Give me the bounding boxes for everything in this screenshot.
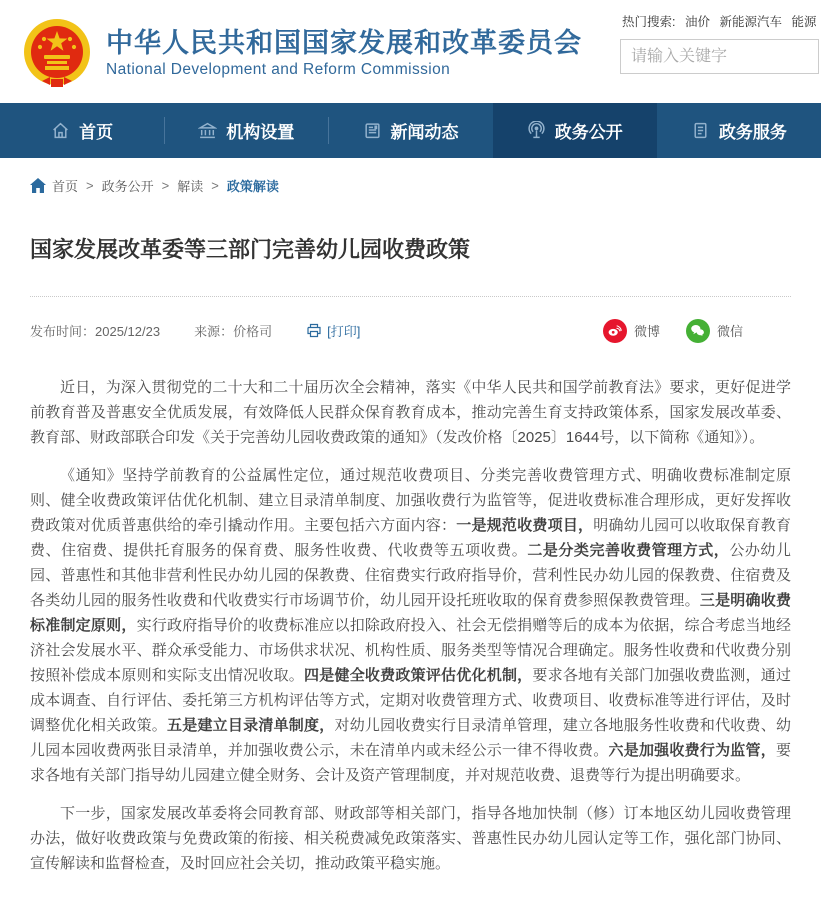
- article-paragraph: [30, 463, 791, 788]
- publish-time: [30, 321, 160, 340]
- text-run: 下一步，国家发展改革委将会同教育部、财政部等相关部门，指导各地加快制（修）订本地区幼儿园收费管理办法，做好收费政策与免费政策的衔接、相关税费减免政策落实、普惠性民办幼儿园认定等工作，强化部门协同、宣传解读和监督检查，及时回应社会关切，推动政策平稳实施。: [30, 804, 791, 872]
- share-wechat-button[interactable]: [686, 319, 743, 343]
- site-header: [0, 0, 821, 103]
- text-run: 四是健全收费政策评估优化机制，: [304, 666, 533, 684]
- breadcrumb-item-gov-disclosure[interactable]: 政务公开: [101, 179, 154, 194]
- search-box: [620, 39, 819, 74]
- hot-search-term-nev[interactable]: 新能源汽车: [719, 15, 782, 29]
- nav-item-label: 新闻动态: [390, 123, 459, 142]
- share-wechat-label: 微信: [716, 324, 743, 340]
- text-run: 要求各地有关部门指导幼儿园建立健全财务、会计及资产管理制度，并对规范收费、退费等行为提出明确要求。: [30, 741, 791, 784]
- nav-item-gov-disclosure[interactable]: [493, 103, 657, 158]
- brand-text: [106, 28, 582, 79]
- bank-icon: [198, 121, 217, 140]
- share-weibo-button[interactable]: [603, 319, 660, 343]
- hot-search-label: 热门搜索:: [622, 15, 676, 29]
- print-button[interactable]: [306, 321, 360, 340]
- breadcrumb-home-icon: [30, 178, 46, 193]
- header-search-area: [620, 12, 820, 95]
- text-run: 公办幼儿园、普惠性和其他非营利性民办幼儿园的保教费、住宿费实行政府指导价，营利性民办幼儿园的保教费、住宿费及各类幼儿园的服务性收费和代收费实行市场调节价，幼儿园开设托班收取的保育费参照保教费管理。: [30, 541, 791, 609]
- breadcrumb-separator: >: [86, 178, 94, 193]
- document-icon: [691, 121, 710, 140]
- microphone-broadcast-icon: [527, 121, 546, 140]
- publish-time-label: 发布时间：: [30, 324, 96, 340]
- article-paragraph: [30, 375, 791, 450]
- article-paragraph: [30, 801, 791, 876]
- share-weibo-label: 微博: [633, 324, 660, 340]
- article-body: [30, 357, 791, 919]
- nav-item-label: 政务公开: [554, 123, 623, 142]
- nav-item-gov-services[interactable]: [657, 103, 821, 158]
- site-title-en: National Development and Reform Commission: [106, 61, 451, 79]
- text-run: 六是加强收费行为监管，: [608, 741, 776, 759]
- nav-item-label: 机构设置: [226, 123, 295, 142]
- site-brand: [20, 12, 582, 95]
- search-input[interactable]: [621, 40, 818, 73]
- share-bar: [603, 319, 791, 343]
- printer-icon: [306, 323, 322, 338]
- publish-time-value: 2025/12/23: [95, 324, 161, 340]
- text-run: 实行政府指导价的收费标准应以扣除政府投入、社会无偿捐赠等后的成本为依据，综合考虑当地经济社会发展水平、群众承受能力、市场供求状况、机构性质、服务类型等情况合理确定。服务性收费和代收费分别按照补偿成本原则和实际支出情况收取。: [30, 616, 791, 684]
- text-run: 明确幼儿园可以收取保育教育费、住宿费、提供托育服务的保育费、服务性收费、代收费等五项收费。: [30, 516, 791, 559]
- nav-item-label: 政务服务: [718, 123, 787, 142]
- text-run: 二是分类完善收费管理方式，: [527, 541, 730, 559]
- newspaper-icon: [363, 121, 382, 140]
- article-source: [194, 321, 272, 340]
- text-run: 《通知》坚持学前教育的公益属性定位，通过规范收费项目、分类完善收费管理方式、明确收费标准制定原则、健全收费政策评估优化机制、建立目录清单制度、加强收费行为监管等，促进收费标准合理形成，更好发挥收费政策对优质普惠供给的牵引撬动作用。主要包括六方面内容：: [30, 466, 791, 534]
- wechat-icon: [686, 319, 710, 343]
- text-run: 要求各地有关部门加强收费监测，通过成本调查、自行评估、委托第三方机构评估等方式，定期对收费管理方式、收费项目、收费标准等进行评估，及时调整优化相关政策。: [30, 666, 791, 734]
- national-emblem-logo: [20, 17, 94, 91]
- hot-search-term-oil[interactable]: 油价: [684, 15, 710, 29]
- text-run: 三是明确收费标准制定原则，: [30, 591, 791, 634]
- article-meta-row: [30, 297, 791, 357]
- text-run: 五是建立目录清单制度，: [167, 716, 335, 734]
- text-run: 近日，为深入贯彻党的二十大和二十届历次全会精神，落实《中华人民共和国学前教育法》要求，更好促进学前教育普及普惠安全优质发展，有效降低人民群众保育教育成本，推动完善生育支持政策体系，国家发展改革委、教育部、财政部联合印发《关于完善幼儿园收费政策的通知》（发改价格〔2025〕1644号，以下简称《通知》）。: [30, 378, 791, 446]
- breadcrumb-separator: >: [161, 178, 170, 193]
- text-run: 对幼儿园收费实行目录清单管理，建立各地服务性收费和代收费、幼儿园本园收费两张目录清单，并加强收费公示，未在清单内或未经公示一律不得收费。: [30, 716, 791, 759]
- print-label: [打印]: [327, 324, 361, 340]
- text-run: 一是规范收费项目，: [456, 516, 594, 534]
- nav-item-label: 首页: [79, 123, 114, 142]
- hot-search-bar: [622, 12, 820, 30]
- main-nav: [0, 103, 821, 158]
- nav-item-organization[interactable]: [164, 103, 328, 158]
- breadcrumb-item-policy-interpretation[interactable]: 政策解读: [226, 179, 279, 194]
- breadcrumb-separator: >: [211, 178, 219, 193]
- hot-search-term-energy[interactable]: 能源: [791, 15, 817, 29]
- home-icon: [51, 121, 70, 140]
- source-label: 来源：: [194, 324, 234, 340]
- breadcrumb: [0, 158, 821, 209]
- source-value: 价格司: [233, 324, 273, 340]
- nav-item-news[interactable]: [328, 103, 492, 158]
- breadcrumb-item-home[interactable]: 首页: [52, 179, 79, 194]
- article-title: 国家发展改革委等三部门完善幼儿园收费政策: [30, 237, 471, 262]
- nav-item-home[interactable]: [0, 103, 164, 158]
- article: [0, 209, 821, 919]
- weibo-icon: [603, 319, 627, 343]
- site-title-zh: 中华人民共和国国家发展和改革委员会: [106, 27, 582, 58]
- breadcrumb-item-interpretation[interactable]: 解读: [177, 179, 204, 194]
